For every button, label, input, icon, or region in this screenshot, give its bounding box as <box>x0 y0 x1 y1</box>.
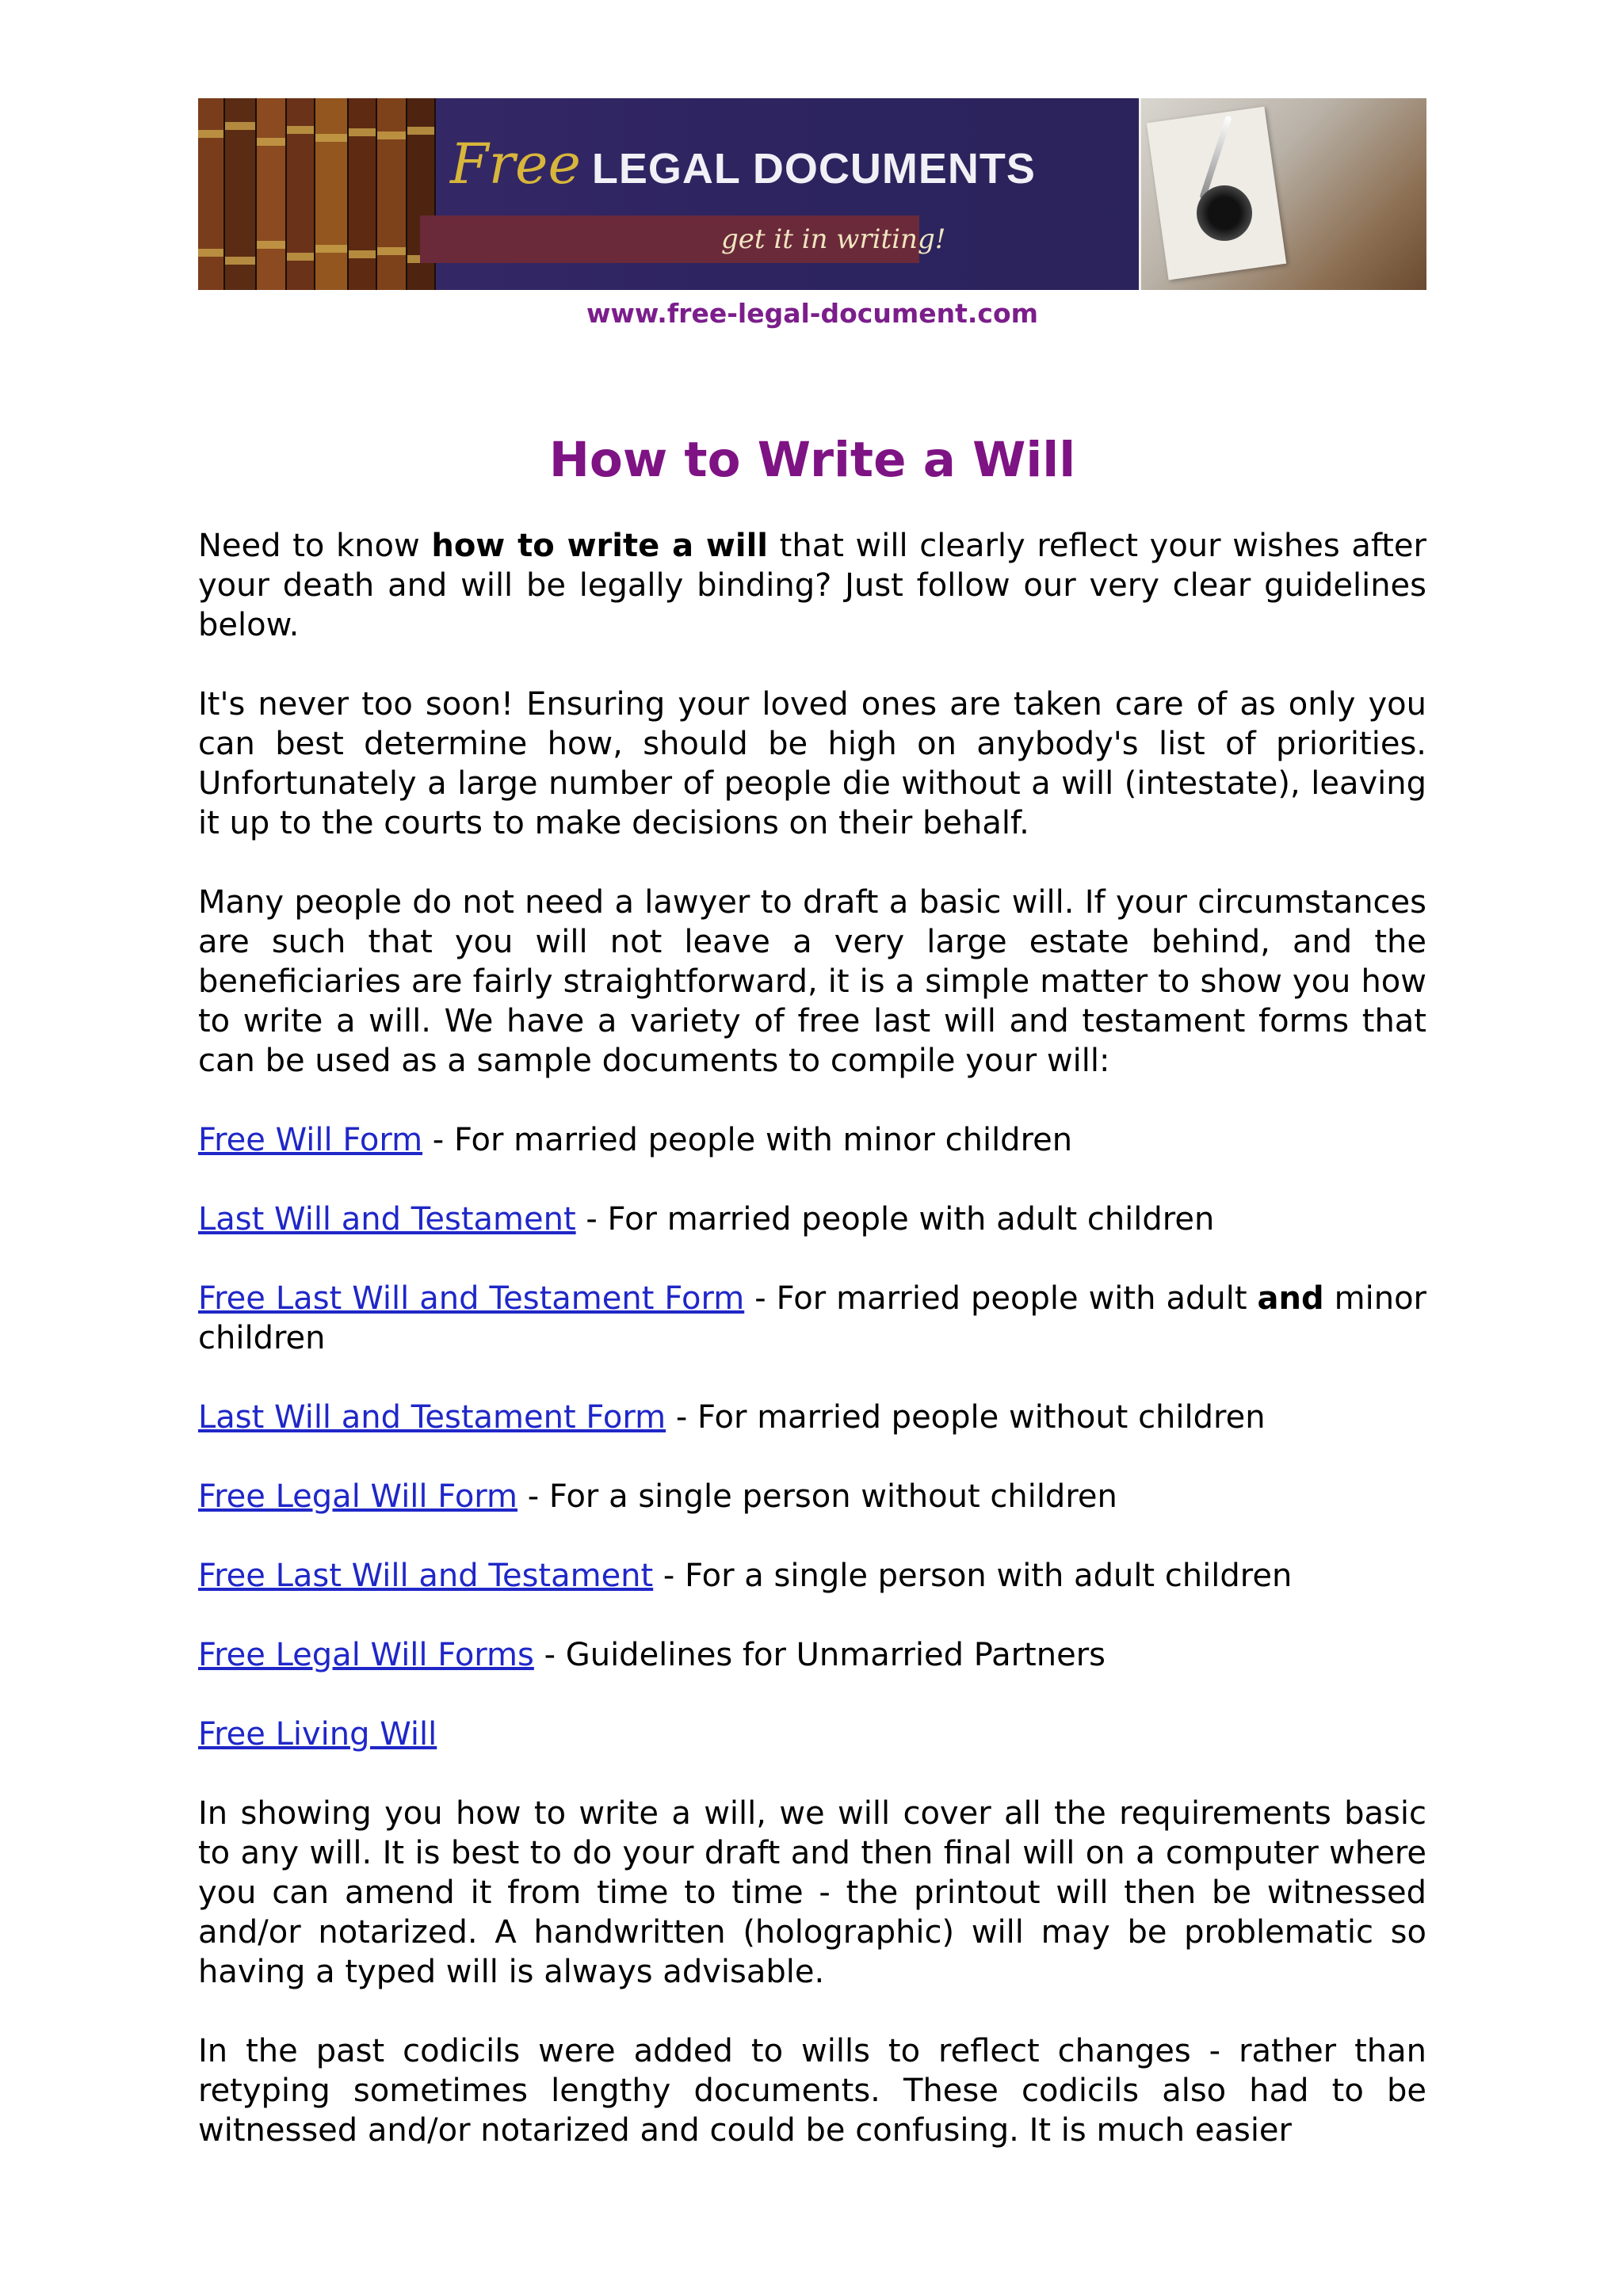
list-item <box>198 1199 1426 1239</box>
link-description-rest: minor children <box>198 1280 1427 1356</box>
link-free-last-will-and-testament[interactable]: Free Last Will and Testament <box>198 1558 654 1594</box>
link-free-legal-will-forms[interactable]: Free Legal Will Forms <box>198 1637 534 1673</box>
inkwell-shape <box>1197 185 1252 241</box>
link-last-will-and-testament-form[interactable]: Last Will and Testament Form <box>198 1399 666 1436</box>
header-banner <box>198 98 1426 290</box>
book-spine <box>225 98 257 290</box>
link-free-will-form[interactable]: Free Will Form <box>198 1122 423 1158</box>
brand-free: Free <box>450 132 581 196</box>
link-description: - For married people with adult children <box>575 1201 1215 1238</box>
link-free-legal-will-form[interactable]: Free Legal Will Form <box>198 1478 518 1515</box>
brand-logo <box>450 132 1036 196</box>
page-title: How to Write a Will <box>548 432 1076 488</box>
intro-paragraph <box>198 526 1426 645</box>
link-description-bold: and <box>1257 1280 1324 1317</box>
link-description: - For married people without children <box>666 1399 1266 1436</box>
list-item <box>198 1556 1426 1596</box>
intro-text: Need to know <box>198 528 432 564</box>
list-item <box>198 1279 1426 1358</box>
link-description: - For married people with minor children <box>422 1122 1073 1158</box>
list-item <box>198 1120 1426 1160</box>
brand-name: LEGAL DOCUMENTS <box>591 145 1036 193</box>
book-spine <box>257 98 287 290</box>
desk-inkwell-image <box>1139 98 1426 290</box>
list-item <box>198 1398 1426 1437</box>
book-spine <box>287 98 315 290</box>
book-spine <box>377 98 407 290</box>
paragraph-never-too-soon: It's never too soon! Ensuring your loved ones are taken care of as only you can best determine how, should be high on anybody's list of priorities. Unfortunately a large number of people die without a will (intestate), leaving it up to the courts to make decisions on their behalf. <box>198 686 1426 841</box>
link-free-living-will[interactable]: Free Living Will <box>198 1716 437 1753</box>
link-last-will-and-testament[interactable]: Last Will and Testament <box>198 1201 576 1238</box>
book-spine <box>349 98 377 290</box>
site-url: www.free-legal-document.com <box>586 298 1039 329</box>
link-free-last-will-and-testament-form[interactable]: Free Last Will and Testament Form <box>198 1280 745 1317</box>
document-content <box>198 98 1426 2190</box>
law-books-image <box>198 98 436 290</box>
book-spine <box>315 98 349 290</box>
list-item <box>198 1635 1426 1675</box>
list-item <box>198 1477 1426 1516</box>
link-description: - For a single person without children <box>517 1478 1117 1515</box>
link-description: - For married people with adult <box>744 1280 1258 1317</box>
paragraph-showing-you: In showing you how to write a will, we will cover all the requirements basic to any will. It is best to do your draft and then final will on a computer where you can amend it from time to time - the printout will then be witnessed and/or notarized. A handwritten (holographic) will may be problematic so having a typed will is always advisable. <box>198 1795 1426 1990</box>
book-spine <box>198 98 225 290</box>
link-description: - For a single person with adult children <box>653 1558 1293 1594</box>
intro-text-rest: that will clearly reflect your wishes after your death and will be legally binding? Just follow our very clear guidelines below. <box>198 528 1426 643</box>
list-item <box>198 1714 1426 1754</box>
brand-tagline: get it in writing! <box>721 223 946 255</box>
paragraph-lawyer: Many people do not need a lawyer to draft a basic will. If your circumstances are such that you will not leave a very large estate behind, and the beneficiaries are fairly straightforward, it is a simple matter to show you how to write a will. We have a variety of free last will and testament forms that can be used as a sample documents to compile your will: <box>198 884 1426 1079</box>
intro-bold: how to write a will <box>431 528 769 564</box>
link-description: - Guidelines for Unmarried Partners <box>533 1637 1106 1673</box>
paragraph-codicils: In the past codicils were added to wills to reflect changes - rather than retyping sometimes lengthy documents. These codicils also had to be witnessed and/or notarized and could be confusing. It is much easier <box>198 2033 1426 2149</box>
